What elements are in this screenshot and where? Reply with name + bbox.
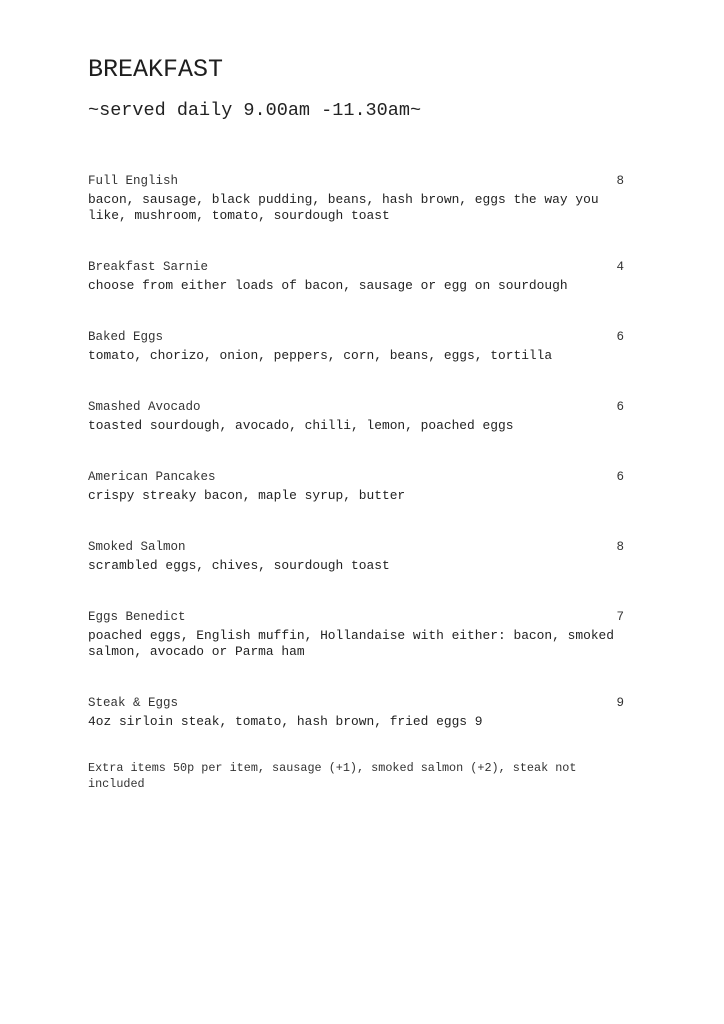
menu-item — [88, 257, 624, 294]
item-name: Smashed Avocado — [88, 400, 201, 414]
item-price: 6 — [616, 400, 624, 414]
menu-item — [88, 537, 624, 574]
menu-item — [88, 607, 624, 660]
item-description: crispy streaky bacon, maple syrup, butter — [88, 488, 406, 503]
item-price: 7 — [616, 610, 624, 624]
item-name: Steak & Eggs — [88, 696, 179, 710]
item-price: 6 — [616, 330, 624, 344]
item-name: Full English — [88, 174, 179, 188]
item-name: Breakfast Sarnie — [88, 260, 209, 274]
item-name: Eggs Benedict — [88, 610, 186, 624]
item-description: scrambled eggs, chives, sourdough toast — [88, 558, 390, 573]
item-price: 6 — [616, 470, 624, 484]
menu-title: BREAKFAST — [88, 55, 224, 84]
item-description: poached eggs, English muffin, Hollandaise with either: bacon, smoked salmon, avocado or Parma ham — [88, 628, 615, 659]
item-price: 8 — [616, 540, 624, 554]
menu-item — [88, 693, 624, 730]
item-name: Baked Eggs — [88, 330, 164, 344]
item-description: bacon, sausage, black pudding, beans, hash brown, eggs the way you like, mushroom, tomato, sourdough toast — [88, 192, 599, 223]
item-description: toasted sourdough, avocado, chilli, lemon, poached eggs — [88, 418, 514, 433]
item-description: tomato, chorizo, onion, peppers, corn, beans, eggs, tortilla — [88, 348, 553, 363]
serving-hours: ~served daily 9.00am -11.30am~ — [88, 100, 422, 121]
item-price: 8 — [616, 174, 624, 188]
menu-item — [88, 467, 624, 504]
menu-item — [88, 397, 624, 434]
menu-item — [88, 171, 624, 224]
item-name: American Pancakes — [88, 470, 216, 484]
item-description: 4oz sirloin steak, tomato, hash brown, fried eggs 9 — [88, 714, 483, 729]
item-name: Smoked Salmon — [88, 540, 186, 554]
menu-items — [88, 171, 624, 792]
item-description: choose from either loads of bacon, sausage or egg on sourdough — [88, 278, 568, 293]
item-price: 9 — [616, 696, 624, 710]
item-price: 4 — [616, 260, 624, 274]
menu-item — [88, 327, 624, 364]
extras-note: Extra items 50p per item, sausage (+1), smoked salmon (+2), steak not included — [88, 761, 577, 791]
